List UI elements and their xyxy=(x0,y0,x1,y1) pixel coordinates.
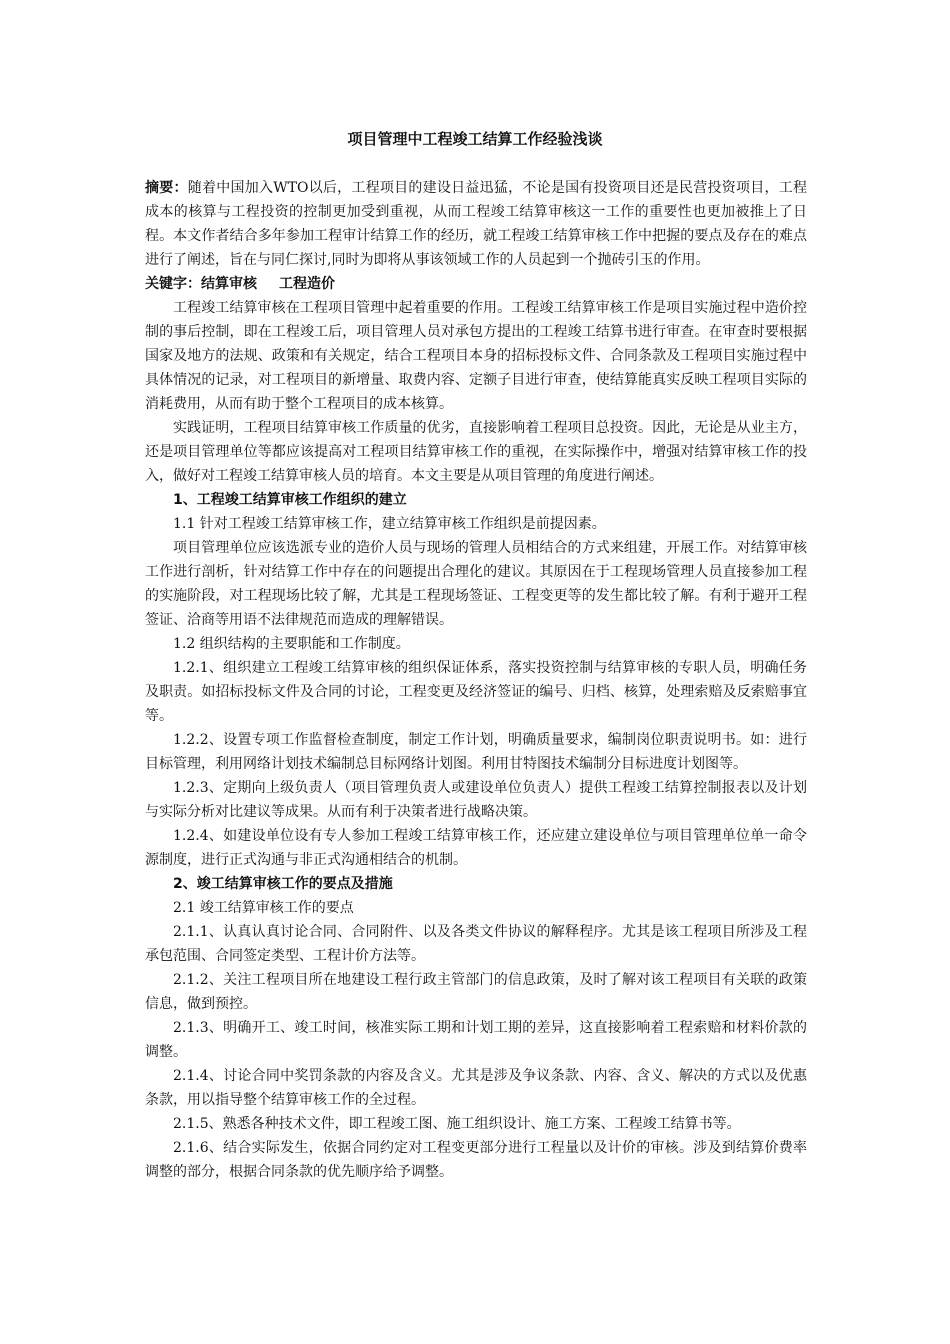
section-heading-1: 1、工程竣工结算审核工作组织的建立 xyxy=(173,492,407,508)
abstract-paragraph xyxy=(145,176,807,272)
abstract-text: 随着中国加入WTO以后，工程项目的建设日益迅猛，不论是国有投资项目还是民营投资项目，工程成本的核算与工程投资的控制更加受到重视，从而工程竣工结算审核这一工作的重要性也更加被推上了日程。本文作者结合多年参加工程审计结算工作的经历，就工程竣工结算审核工作中把握的要点及存在的难点进行了阐述，旨在与同仁探讨,同时为即将从事该领域工作的人员起到一个抛砖引玉的作用。 xyxy=(145,180,808,268)
item-1-2-3: 1.2.3、定期向上级负责人（项目管理负责人或建设单位负责人）提供工程竣工结算控制报表以及计划与实际分析对比建议等成果。从而有利于决策者进行战略决策。 xyxy=(145,780,807,820)
item-1-2-1: 1.2.1、组织建立工程竣工结算审核的组织保证体系，落实投资控制与结算审核的专职人员，明确任务及职责。如招标投标文件及合同的讨论，工程变更及经济签证的编号、归档、核算，处理索赔及反索赔事宜等。 xyxy=(145,660,807,724)
keyword-1: 结算审核 xyxy=(201,276,257,292)
paragraph-intro-1: 工程竣工结算审核在工程项目管理中起着重要的作用。工程竣工结算审核工作是项目实施过程中造价控制的事后控制，即在工程竣工后，项目管理人员对承包方提出的工程竣工结算书进行审查。在审查时要根据国家及地方的法规、政策和有关规定，结合工程项目本身的招标投标文件、合同条款及工程项目实施过程中具体情况的记录，对工程项目的新增量、取费内容、定额子目进行审查，使结算能真实反映工程项目实际的消耗费用，从而有助于整个工程项目的成本核算。 xyxy=(145,300,807,412)
item-2-1-5: 2.1.5、熟悉各种技术文件，即工程竣工图、施工组织设计、施工方案、工程竣工结算书等。 xyxy=(173,1116,741,1132)
item-2-1-3: 2.1.3、明确开工、竣工时间，核准实际工期和计划工期的差异，这直接影响着工程索赔和材料价款的调整。 xyxy=(145,1020,807,1060)
item-1-2-2: 1.2.2、设置专项工作监督检查制度，制定工作计划，明确质量要求，编制岗位职责说明书。如：进行目标管理，利用网络计划技术编制总目标网络计划图。利用甘特图技术编制分目标进度计划图等。 xyxy=(145,732,807,772)
keywords-line xyxy=(145,272,807,296)
paragraph-intro-2: 实践证明，工程项目结算审核工作质量的优劣，直接影响着工程项目总投资。因此，无论是从业主方，还是项目管理单位等都应该提高对工程项目结算审核工作的重视，在实际操作中，增强对结算审核工作的投入，做好对工程竣工结算审核人员的培育。本文主要是从项目管理的角度进行阐述。 xyxy=(145,420,807,484)
item-2-1-2: 2.1.2、关注工程项目所在地建设工程行政主管部门的信息政策，及时了解对该工程项目有关联的政策信息，做到预控。 xyxy=(145,972,807,1012)
keyword-2: 工程造价 xyxy=(279,276,335,292)
paragraph-1-1: 项目管理单位应该选派专业的造价人员与现场的管理人员相结合的方式来组建，开展工作。对结算审核工作进行剖析，针对结算工作中存在的问题提出合理化的建议。其原因在于工程现场管理人员直接参加工程的实施阶段，对工程现场比较了解，尤其是工程现场签证、工程变更等的发生都比较了解。有利于避开工程签证、洽商等用语不法律规范而造成的理解错误。 xyxy=(145,540,807,628)
subsection-2-1: 2.1 竣工结算审核工作的要点 xyxy=(173,900,354,916)
item-2-1-1: 2.1.1、认真认真讨论合同、合同附件、以及各类文件协议的解释程序。尤其是该工程项目所涉及工程承包范围、合同签定类型、工程计价方法等。 xyxy=(145,924,807,964)
page-title: 项目管理中工程竣工结算工作经验浅谈 xyxy=(347,130,603,148)
subsection-1-2: 1.2 组织结构的主要职能和工作制度。 xyxy=(173,636,410,652)
section-heading-2: 2、竣工结算审核工作的要点及措施 xyxy=(173,876,393,892)
document-body xyxy=(145,176,807,1184)
subsection-1-1: 1.1 针对工程竣工结算审核工作，建立结算审核工作组织是前提因素。 xyxy=(173,516,606,532)
item-1-2-4: 1.2.4、如建设单位设有专人参加工程竣工结算审核工作，还应建立建设单位与项目管理单位单一命令源制度，进行正式沟通与非正式沟通相结合的机制。 xyxy=(145,828,807,868)
keywords-label: 关键字： xyxy=(145,276,201,292)
item-2-1-4: 2.1.4、讨论合同中奖罚条款的内容及含义。尤其是涉及争议条款、内容、含义、解决的方式以及优惠条款，用以指导整个结算审核工作的全过程。 xyxy=(145,1068,807,1108)
item-2-1-6: 2.1.6、结合实际发生，依据合同约定对工程变更部分进行工程量以及计价的审核。涉及到结算价费率调整的部分，根据合同条款的优先顺序给予调整。 xyxy=(145,1140,807,1180)
abstract-label: 摘要： xyxy=(145,180,188,196)
